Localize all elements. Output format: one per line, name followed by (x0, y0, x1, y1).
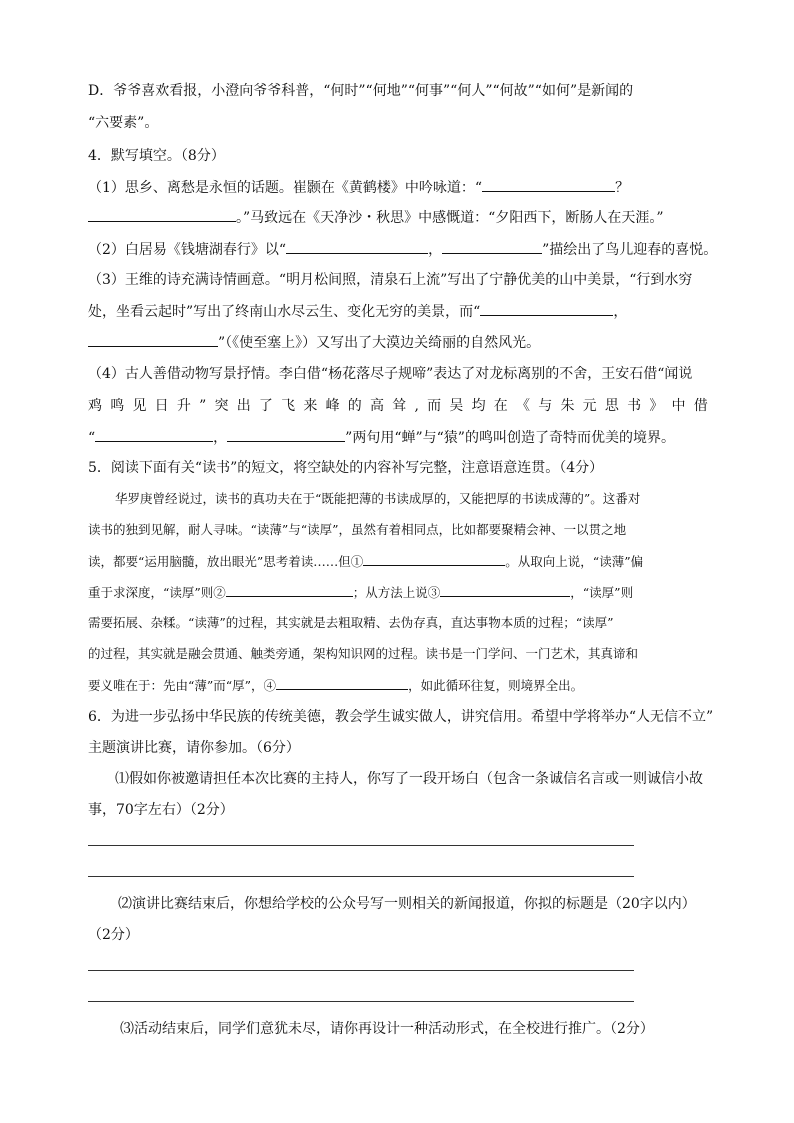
q5-passage-line3 (88, 552, 643, 571)
q4-blank-1[interactable] (482, 178, 615, 192)
q4-blank-8[interactable] (227, 428, 345, 442)
char: , (414, 398, 419, 414)
char: 日 (154, 398, 169, 414)
char: 而 (427, 398, 442, 414)
q3-option-d-line1: D．爷爷喜欢看报，小澄向爷爷科普，“何时”“何地”“何事”“何人”“何故”“如何”是新闻的 (88, 83, 634, 99)
q4-p3-line3 (88, 333, 540, 352)
q5-passage-line5: 需要拓展、杂糅。“读薄”的过程，其实就是去粗取精、去伪存真，直达事物本质的过程；“读厚” (88, 615, 614, 630)
q4-blank-6[interactable] (88, 333, 218, 347)
q4-p1-text-b: ？ (615, 180, 630, 196)
q4-p4-line1: （4）古人善借动物写景抒情。李白借“杨花落尽子规啼”表达了对龙标离别的不舍，王安石借“闻说 (88, 366, 693, 382)
q4-p2-text-a: （2）白居易《钱塘湖春行》以“ (88, 242, 287, 258)
q4-blank-5[interactable] (480, 302, 613, 316)
char: 》 (649, 398, 664, 414)
q4-blank-7[interactable] (95, 428, 213, 442)
q5-l4-text-c: ，“读厚”则 (570, 585, 634, 600)
q4-p2-text-b: ， (428, 242, 443, 258)
q5-title: 5．阅读下面有关“读书”的短文，将空缺处的内容补写完整，注意语意连贯。（4分） (88, 460, 604, 476)
char: 耸 (392, 398, 407, 414)
char: 吴 (449, 398, 464, 414)
q5-l4-text-a: 重于求深度，“读厚”则② (88, 585, 226, 600)
char: 了 (258, 398, 273, 414)
q4-p4-line3 (88, 428, 675, 447)
q5-l3-text-b: 。从取向上说，“读薄”偏 (505, 554, 644, 569)
q4-p3-text-b: ， (613, 304, 628, 320)
q4-p2-text-c: ”描绘出了鸟儿迎春的喜悦。 (542, 242, 718, 258)
q5-l4-text-b: ；从方法上说③ (352, 585, 441, 600)
q4-p2-line (88, 240, 717, 259)
q6-title-line1: 6．为进一步弘扬中华民族的传统美德，教会学生诚实做人，讲究信用。希望中学将举办“人无信不立” (88, 709, 714, 725)
q5-passage-line6: 的过程，其实就是融会贯通、触类旁通，架构知识网的过程。读书是一门学问、一门艺术，其真谛和 (88, 646, 639, 661)
char: 《 (516, 398, 530, 414)
q4-p1-line2 (88, 208, 663, 227)
q6-title-line2: 主题演讲比赛，请你参加。（6分） (88, 740, 300, 756)
q4-title: 4．默写填空。（8分） (88, 148, 225, 164)
char: 飞 (281, 398, 296, 414)
char: 见 (132, 398, 147, 414)
char: 鸡 (88, 398, 102, 414)
q4-p1-line1 (88, 178, 629, 197)
q4-p3-text-c: ”（《使至塞上》）又写出了大漠边关绮丽的自然风光。 (218, 335, 541, 351)
char: 朱 (560, 398, 575, 414)
q4-blank-4[interactable] (442, 240, 542, 254)
char: 的 (347, 398, 362, 414)
char: 升 (176, 398, 191, 414)
q6-sub1-answer-line-2[interactable] (88, 876, 634, 877)
q6-sub1-line1: ⑴假如你被邀请担任本次比赛的主持人，你写了一段开场白（包含一条诚信名言或一则诚信小故 (115, 771, 703, 787)
char: 高 (370, 398, 385, 414)
char: 书 (627, 398, 642, 414)
q4-p3-line1: （3）王维的诗充满诗情画意。“明月松间照，清泉石上流”写出了宁静优美的山中美景，“行到水穷 (88, 272, 693, 288)
char: 突 (214, 398, 229, 414)
q5-blank-4[interactable] (276, 676, 408, 690)
q4-p3-text-a: 处，坐看云起时”写出了终南山水尽云生、变化无穷的美景，而“ (88, 304, 481, 320)
char: 峰 (325, 398, 340, 414)
q4-p4-line2 (88, 397, 708, 415)
q4-p4-text-b: ， (213, 430, 228, 446)
char: 与 (538, 398, 553, 414)
char: 借 (693, 398, 708, 414)
q5-passage-line1: 华罗庚曾经说过，读书的真功夫在于“既能把薄的书读成厚的，又能把厚的书读成薄的”。这番对 (115, 491, 641, 506)
q4-p4-text-c: ”两句用“蝉”与“猿”的鸣叫创造了奇特而优美的境界。 (345, 430, 675, 446)
q5-blank-2[interactable] (226, 583, 353, 597)
q4-blank-2[interactable] (88, 208, 236, 222)
q5-l7-text-a: 要义唯在于：先由“薄”而“厚”，④ (88, 678, 277, 693)
q5-l7-text-b: ，如此循环往复，则境界全出。 (408, 678, 584, 693)
q4-p3-line2 (88, 302, 627, 321)
char: 元 (582, 398, 597, 414)
char: 来 (303, 398, 318, 414)
q4-p1-text-c: 。”马致远在《天净沙・秋思》中感慨道：“夕阳西下，断肠人在天涯。” (236, 210, 664, 226)
q6-sub2-answer-line-1[interactable] (88, 970, 634, 971)
q6-sub2-answer-line-2[interactable] (88, 1001, 634, 1002)
char: 思 (604, 398, 619, 414)
q3-option-d-line2: “六要素”。 (88, 115, 159, 131)
q6-sub2-line1: ⑵演讲比赛结束后，你想给学校的公众号写一则相关的新闻报道，你拟的标题是（20字以内） (118, 896, 696, 912)
q4-p4-text-a: “ (88, 430, 96, 446)
q4-blank-3[interactable] (286, 240, 428, 254)
q5-passage-line7 (88, 676, 583, 695)
char: 出 (236, 398, 251, 414)
q4-p1-text-a: （1）思乡、离愁是永恒的话题。崔颢在《黄鹤楼》中吟咏道：“ (88, 180, 483, 196)
q5-l3-text-a: 读，都要“运用脑髓，放出眼光”思考着读……但① (88, 554, 364, 569)
char: 在 (493, 398, 508, 414)
q6-sub3-line1: ⑶活动结束后，同学们意犹未尽，请你再设计一种活动形式，在全校进行推广。（2分） (120, 1021, 654, 1037)
char: 中 (671, 398, 686, 414)
q5-passage-line2: 读书的独到见解，耐人寻味。“读薄”与“读厚”，虽然有着相同点，比如都要聚精会神、一以贯之地 (88, 522, 627, 537)
q6-sub2-line2: （2分） (88, 927, 139, 943)
q5-passage-line4 (88, 583, 633, 602)
q5-blank-1[interactable] (363, 552, 505, 566)
char: 鸣 (110, 398, 125, 414)
q5-blank-3[interactable] (440, 583, 570, 597)
char: 均 (471, 398, 486, 414)
char: ” (199, 398, 207, 414)
q6-sub1-line2: 事，70字左右）（2分） (88, 802, 234, 818)
q6-sub1-answer-line-1[interactable] (88, 845, 634, 846)
